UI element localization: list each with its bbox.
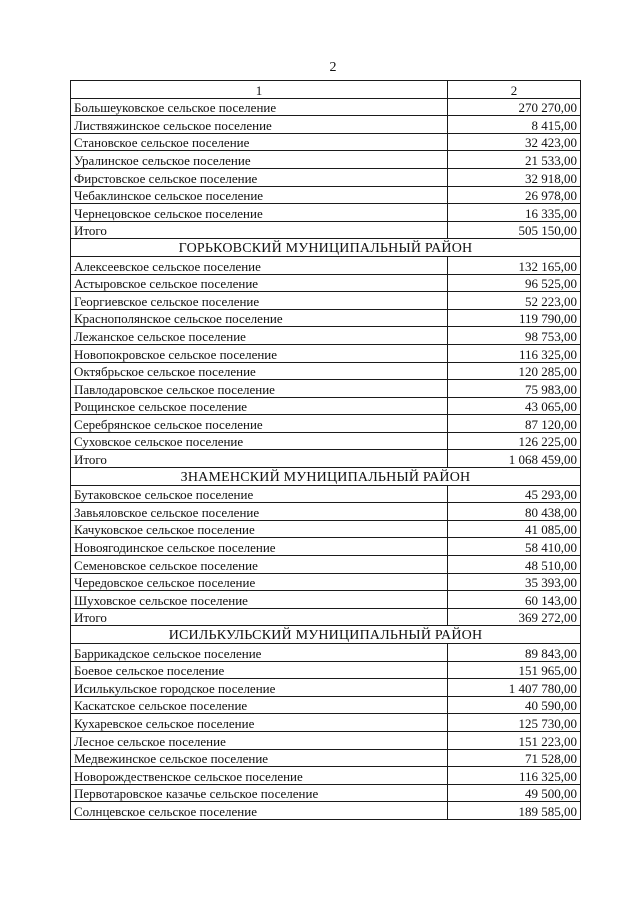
amount-cell: 270 270,00	[448, 98, 581, 116]
amount-cell: 43 065,00	[448, 397, 581, 415]
amount-cell: 26 978,00	[448, 186, 581, 204]
table-row	[71, 151, 581, 169]
settlement-name-cell: Баррикадское сельское поселение	[71, 644, 448, 662]
settlement-name-cell: Бутаковское сельское поселение	[71, 485, 448, 503]
table-row	[71, 802, 581, 820]
amount-cell: 80 438,00	[448, 503, 581, 521]
table-row	[71, 415, 581, 433]
amount-cell: 45 293,00	[448, 485, 581, 503]
table-row	[71, 344, 581, 362]
table-body	[71, 98, 581, 819]
amount-cell: 32 423,00	[448, 133, 581, 151]
header-row	[71, 81, 581, 99]
table-row	[71, 274, 581, 292]
amount-cell: 58 410,00	[448, 538, 581, 556]
table-header	[71, 81, 581, 99]
amount-cell: 116 325,00	[448, 767, 581, 785]
table-row	[71, 696, 581, 714]
amount-cell: 49 500,00	[448, 784, 581, 802]
settlement-name-cell: Новопокровское сельское поселение	[71, 344, 448, 362]
table-row	[71, 98, 581, 116]
amount-cell: 189 585,00	[448, 802, 581, 820]
settlement-name-cell: Чебаклинское сельское поселение	[71, 186, 448, 204]
amount-cell: 8 415,00	[448, 116, 581, 134]
amount-cell: 119 790,00	[448, 309, 581, 327]
settlement-name-cell: Чередовское сельское поселение	[71, 573, 448, 591]
settlement-name-cell: Новорождественское сельское поселение	[71, 767, 448, 785]
amount-cell: 40 590,00	[448, 696, 581, 714]
table-row	[71, 168, 581, 186]
amount-cell: 35 393,00	[448, 573, 581, 591]
settlement-name-cell: Каскатское сельское поселение	[71, 696, 448, 714]
settlement-name-cell: Лесное сельское поселение	[71, 731, 448, 749]
table-row	[71, 731, 581, 749]
table-row	[71, 520, 581, 538]
amount-cell: 89 843,00	[448, 644, 581, 662]
settlement-name-cell: Становское сельское поселение	[71, 133, 448, 151]
settlement-name-cell: Чернецовское сельское поселение	[71, 204, 448, 222]
settlement-name-cell: Семеновское сельское поселение	[71, 556, 448, 574]
settlement-name-cell: Серебрянское сельское поселение	[71, 415, 448, 433]
amount-cell: 75 983,00	[448, 380, 581, 398]
table-row	[71, 292, 581, 310]
table-row	[71, 608, 581, 626]
page-number: 2	[329, 60, 337, 75]
section-header-row	[71, 239, 581, 257]
settlement-name-cell: Рощинское сельское поселение	[71, 397, 448, 415]
table-row	[71, 556, 581, 574]
amount-cell: 60 143,00	[448, 591, 581, 609]
amount-cell: 125 730,00	[448, 714, 581, 732]
settlement-name-cell: Октябрьское сельское поселение	[71, 362, 448, 380]
table-row	[71, 186, 581, 204]
settlement-name-cell: Качуковское сельское поселение	[71, 520, 448, 538]
settlement-name-cell: Георгиевское сельское поселение	[71, 292, 448, 310]
amount-cell: 21 533,00	[448, 151, 581, 169]
section-header: ГОРЬКОВСКИЙ МУНИЦИПАЛЬНЫЙ РАЙОН	[71, 239, 581, 257]
table-row	[71, 432, 581, 450]
amount-cell: 151 965,00	[448, 661, 581, 679]
column-number-1: 1	[71, 81, 448, 99]
amount-cell: 1 068 459,00	[448, 450, 581, 468]
settlement-name-cell: Итого	[71, 221, 448, 239]
amount-cell: 52 223,00	[448, 292, 581, 310]
settlement-name-cell: Новоягодинское сельское поселение	[71, 538, 448, 556]
amount-cell: 126 225,00	[448, 432, 581, 450]
amount-cell: 16 335,00	[448, 204, 581, 222]
amount-cell: 120 285,00	[448, 362, 581, 380]
amount-cell: 1 407 780,00	[448, 679, 581, 697]
table-row	[71, 221, 581, 239]
settlement-name-cell: Краснополянское сельское поселение	[71, 309, 448, 327]
settlement-name-cell: Завьяловское сельское поселение	[71, 503, 448, 521]
settlement-name-cell: Большеуковское сельское поселение	[71, 98, 448, 116]
settlement-name-cell: Итого	[71, 608, 448, 626]
table-row	[71, 538, 581, 556]
amount-cell: 132 165,00	[448, 256, 581, 274]
section-header-row	[71, 626, 581, 644]
table-row	[71, 309, 581, 327]
amount-cell: 505 150,00	[448, 221, 581, 239]
amount-cell: 369 272,00	[448, 608, 581, 626]
settlement-name-cell: Кухаревское сельское поселение	[71, 714, 448, 732]
table-row	[71, 204, 581, 222]
table-row	[71, 116, 581, 134]
table-row	[71, 485, 581, 503]
table-row	[71, 327, 581, 345]
settlement-name-cell: Алексеевское сельское поселение	[71, 256, 448, 274]
budget-table	[70, 80, 581, 820]
amount-cell: 32 918,00	[448, 168, 581, 186]
table-row	[71, 591, 581, 609]
amount-cell: 41 085,00	[448, 520, 581, 538]
settlement-name-cell: Первотаровское казачье сельское поселение	[71, 784, 448, 802]
table-row	[71, 573, 581, 591]
table-row	[71, 503, 581, 521]
amount-cell: 71 528,00	[448, 749, 581, 767]
settlement-name-cell: Фирстовское сельское поселение	[71, 168, 448, 186]
settlement-name-cell: Солнцевское сельское поселение	[71, 802, 448, 820]
table-row	[71, 380, 581, 398]
table-row	[71, 450, 581, 468]
section-header: ЗНАМЕНСКИЙ МУНИЦИПАЛЬНЫЙ РАЙОН	[71, 468, 581, 486]
table-row	[71, 362, 581, 380]
settlement-name-cell: Павлодаровское сельское поселение	[71, 380, 448, 398]
table-row	[71, 714, 581, 732]
section-header-row	[71, 468, 581, 486]
table-row	[71, 133, 581, 151]
settlement-name-cell: Уралинское сельское поселение	[71, 151, 448, 169]
settlement-name-cell: Лежанское сельское поселение	[71, 327, 448, 345]
amount-cell: 116 325,00	[448, 344, 581, 362]
table-row	[71, 679, 581, 697]
amount-cell: 87 120,00	[448, 415, 581, 433]
settlement-name-cell: Исилькульское городское поселение	[71, 679, 448, 697]
table-row	[71, 661, 581, 679]
settlement-name-cell: Боевое сельское поселение	[71, 661, 448, 679]
settlement-name-cell: Суховское сельское поселение	[71, 432, 448, 450]
table-row	[71, 644, 581, 662]
table-row	[71, 397, 581, 415]
table-row	[71, 749, 581, 767]
section-header: ИСИЛЬКУЛЬСКИЙ МУНИЦИПАЛЬНЫЙ РАЙОН	[71, 626, 581, 644]
amount-cell: 151 223,00	[448, 731, 581, 749]
settlement-name-cell: Итого	[71, 450, 448, 468]
table-row	[71, 256, 581, 274]
amount-cell: 96 525,00	[448, 274, 581, 292]
table-row	[71, 767, 581, 785]
amount-cell: 98 753,00	[448, 327, 581, 345]
settlement-name-cell: Шуховское сельское поселение	[71, 591, 448, 609]
column-number-2: 2	[448, 81, 581, 99]
table-row	[71, 784, 581, 802]
settlement-name-cell: Астыровское сельское поселение	[71, 274, 448, 292]
settlement-name-cell: Листвяжинское сельское поселение	[71, 116, 448, 134]
settlement-name-cell: Медвежинское сельское поселение	[71, 749, 448, 767]
amount-cell: 48 510,00	[448, 556, 581, 574]
